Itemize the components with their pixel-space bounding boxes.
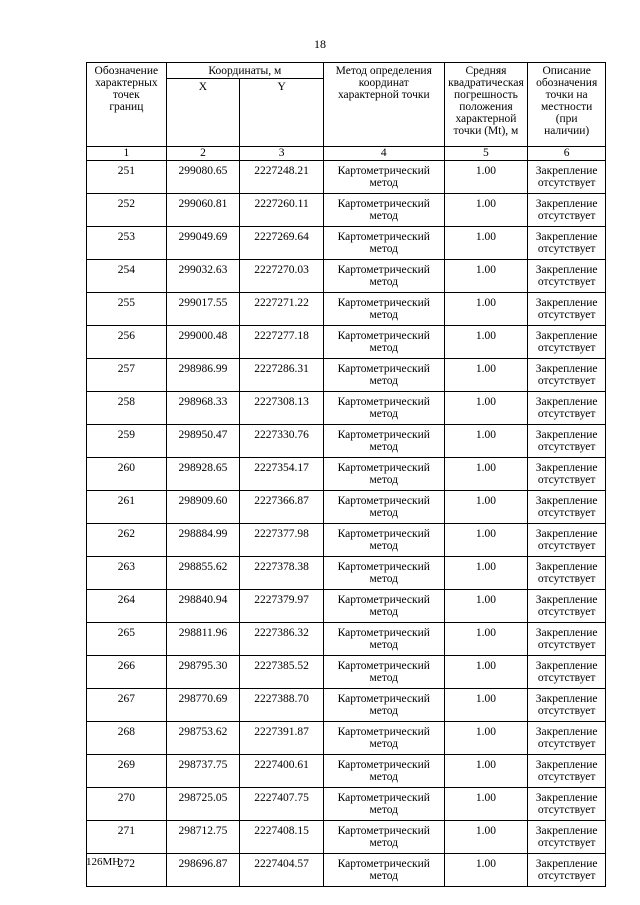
method-text: Картометрический <box>337 429 430 441</box>
method-text: метод <box>369 771 399 783</box>
method-text: метод <box>369 408 399 420</box>
header-line: квадратическая <box>448 77 524 89</box>
description-text: отсутствует <box>537 441 596 453</box>
method-text: метод <box>369 870 399 882</box>
description-text: Закрепление <box>535 561 598 573</box>
description-text: отсутствует <box>537 309 596 321</box>
mean-error-cell: 1.00 <box>444 161 528 194</box>
point-id-cell: 251 <box>87 161 167 194</box>
mean-error-cell: 1.00 <box>444 590 528 623</box>
method-text: метод <box>369 375 399 387</box>
description-text: Закрепление <box>535 231 598 243</box>
description-text: Закрепление <box>535 759 598 771</box>
method-cell <box>324 425 445 458</box>
method-text: Картометрический <box>337 825 430 837</box>
description-text: отсутствует <box>537 507 596 519</box>
point-id-cell: 259 <box>87 425 167 458</box>
description-text: Закрепление <box>535 462 598 474</box>
method-cell <box>324 788 445 821</box>
table-body <box>87 161 606 887</box>
description-cell <box>528 623 606 656</box>
header-line: местности <box>541 101 593 113</box>
table-row <box>87 524 606 557</box>
point-id-cell: 256 <box>87 326 167 359</box>
x-coordinate-cell: 298795.30 <box>166 656 240 689</box>
description-text: Закрепление <box>535 693 598 705</box>
mean-error-cell: 1.00 <box>444 326 528 359</box>
description-cell <box>528 260 606 293</box>
mean-error-cell: 1.00 <box>444 821 528 854</box>
description-text: отсутствует <box>537 771 596 783</box>
header-line: обозначения <box>536 77 598 89</box>
point-id-cell: 257 <box>87 359 167 392</box>
description-cell <box>528 590 606 623</box>
column-number: 2 <box>166 147 240 161</box>
description-text: отсутствует <box>537 738 596 750</box>
table-row <box>87 359 606 392</box>
method-cell <box>324 326 445 359</box>
method-cell <box>324 656 445 689</box>
description-text: Закрепление <box>535 495 598 507</box>
description-text: Закрепление <box>535 792 598 804</box>
table-row <box>87 392 606 425</box>
mean-error-cell: 1.00 <box>444 260 528 293</box>
description-text: Закрепление <box>535 594 598 606</box>
x-coordinate-cell: 298884.99 <box>166 524 240 557</box>
method-cell <box>324 359 445 392</box>
table-row <box>87 194 606 227</box>
description-cell <box>528 854 606 887</box>
description-text: Закрепление <box>535 660 598 672</box>
point-id-cell: 258 <box>87 392 167 425</box>
y-coordinate-cell: 2227404.57 <box>240 854 324 887</box>
y-coordinate-cell: 2227269.64 <box>240 227 324 260</box>
x-coordinate-cell: 298737.75 <box>166 755 240 788</box>
column-number: 4 <box>324 147 445 161</box>
method-cell <box>324 458 445 491</box>
description-text: отсутствует <box>537 408 596 420</box>
column-number: 6 <box>528 147 606 161</box>
description-text: Закрепление <box>535 858 598 870</box>
header-line: точки (Mt), м <box>453 125 519 137</box>
header-line: точек <box>112 89 140 101</box>
y-coordinate-cell: 2227408.15 <box>240 821 324 854</box>
y-coordinate-cell: 2227270.03 <box>240 260 324 293</box>
method-text: Картометрический <box>337 297 430 309</box>
x-coordinate-cell: 298855.62 <box>166 557 240 590</box>
header-line: характерных <box>95 77 158 89</box>
point-id-cell: 252 <box>87 194 167 227</box>
method-text: Картометрический <box>337 231 430 243</box>
method-text: Картометрический <box>337 792 430 804</box>
method-cell <box>324 623 445 656</box>
description-cell <box>528 293 606 326</box>
point-id-cell: 264 <box>87 590 167 623</box>
y-coordinate-cell: 2227286.31 <box>240 359 324 392</box>
method-cell <box>324 854 445 887</box>
point-id-cell: 270 <box>87 788 167 821</box>
y-coordinate-cell: 2227260.11 <box>240 194 324 227</box>
header-line: Описание <box>542 65 591 77</box>
mean-error-cell: 1.00 <box>444 689 528 722</box>
method-text: метод <box>369 243 399 255</box>
point-id-cell: 260 <box>87 458 167 491</box>
header-coordinates: Координаты, м <box>166 63 323 79</box>
mean-error-cell: 1.00 <box>444 491 528 524</box>
header-line: характерной <box>455 113 517 125</box>
method-text: метод <box>369 276 399 288</box>
method-text: Картометрический <box>337 561 430 573</box>
header-line: Обозначение <box>94 65 159 77</box>
y-coordinate-cell: 2227386.32 <box>240 623 324 656</box>
x-coordinate-cell: 298909.60 <box>166 491 240 524</box>
method-text: Картометрический <box>337 462 430 474</box>
point-id-cell: 272 <box>87 854 167 887</box>
x-coordinate-cell: 299032.63 <box>166 260 240 293</box>
method-text: метод <box>369 804 399 816</box>
description-cell <box>528 359 606 392</box>
method-cell <box>324 590 445 623</box>
header-line: Средняя <box>465 65 507 77</box>
table-row <box>87 722 606 755</box>
x-coordinate-cell: 298950.47 <box>166 425 240 458</box>
description-text: отсутствует <box>537 573 596 585</box>
x-coordinate-cell: 298811.96 <box>166 623 240 656</box>
mean-error-cell: 1.00 <box>444 788 528 821</box>
header-y: Y <box>240 79 324 147</box>
description-text: отсутствует <box>537 639 596 651</box>
description-text: отсутствует <box>537 342 596 354</box>
method-text: метод <box>369 474 399 486</box>
mean-error-cell: 1.00 <box>444 656 528 689</box>
description-cell <box>528 788 606 821</box>
method-text: Картометрический <box>337 627 430 639</box>
table-row <box>87 326 606 359</box>
description-text: отсутствует <box>537 276 596 288</box>
y-coordinate-cell: 2227377.98 <box>240 524 324 557</box>
method-text: Картометрический <box>337 660 430 672</box>
description-text: отсутствует <box>537 243 596 255</box>
table-row <box>87 491 606 524</box>
description-text: Закрепление <box>535 726 598 738</box>
y-coordinate-cell: 2227385.52 <box>240 656 324 689</box>
x-coordinate-cell: 298928.65 <box>166 458 240 491</box>
table-row <box>87 425 606 458</box>
header-description <box>528 63 606 147</box>
mean-error-cell: 1.00 <box>444 293 528 326</box>
table-row <box>87 656 606 689</box>
description-cell <box>528 161 606 194</box>
method-text: метод <box>369 309 399 321</box>
y-coordinate-cell: 2227366.87 <box>240 491 324 524</box>
x-coordinate-cell: 299049.69 <box>166 227 240 260</box>
description-cell <box>528 326 606 359</box>
header-x: X <box>166 79 240 147</box>
header-line: точки на <box>545 89 588 101</box>
description-text: Закрепление <box>535 528 598 540</box>
x-coordinate-cell: 298968.33 <box>166 392 240 425</box>
table-row <box>87 788 606 821</box>
description-text: отсутствует <box>537 804 596 816</box>
x-coordinate-cell: 299000.48 <box>166 326 240 359</box>
x-coordinate-cell: 299060.81 <box>166 194 240 227</box>
table-row <box>87 458 606 491</box>
table-row <box>87 623 606 656</box>
point-id-cell: 269 <box>87 755 167 788</box>
point-id-cell: 262 <box>87 524 167 557</box>
method-text: метод <box>369 705 399 717</box>
document-code: 126МН <box>86 856 121 868</box>
x-coordinate-cell: 298696.87 <box>166 854 240 887</box>
description-cell <box>528 821 606 854</box>
header-line: Метод определения <box>335 65 432 77</box>
description-text: отсутствует <box>537 672 596 684</box>
method-text: метод <box>369 540 399 552</box>
table-row <box>87 260 606 293</box>
mean-error-cell: 1.00 <box>444 722 528 755</box>
method-text: метод <box>369 210 399 222</box>
description-cell <box>528 755 606 788</box>
method-cell <box>324 161 445 194</box>
y-coordinate-cell: 2227248.21 <box>240 161 324 194</box>
description-cell <box>528 689 606 722</box>
y-coordinate-cell: 2227271.22 <box>240 293 324 326</box>
y-coordinate-cell: 2227388.70 <box>240 689 324 722</box>
mean-error-cell: 1.00 <box>444 392 528 425</box>
description-text: отсутствует <box>537 177 596 189</box>
description-text: Закрепление <box>535 627 598 639</box>
method-cell <box>324 293 445 326</box>
table-row <box>87 557 606 590</box>
y-coordinate-cell: 2227400.61 <box>240 755 324 788</box>
description-text: отсутствует <box>537 705 596 717</box>
method-text: метод <box>369 441 399 453</box>
method-cell <box>324 194 445 227</box>
description-cell <box>528 194 606 227</box>
description-cell <box>528 656 606 689</box>
point-id-cell: 254 <box>87 260 167 293</box>
table-row <box>87 689 606 722</box>
description-cell <box>528 557 606 590</box>
method-cell <box>324 722 445 755</box>
description-text: отсутствует <box>537 606 596 618</box>
description-text: Закрепление <box>535 297 598 309</box>
table-row <box>87 590 606 623</box>
point-id-cell: 253 <box>87 227 167 260</box>
column-number: 3 <box>240 147 324 161</box>
x-coordinate-cell: 298712.75 <box>166 821 240 854</box>
point-id-cell: 268 <box>87 722 167 755</box>
header-line: (при <box>555 113 578 125</box>
mean-error-cell: 1.00 <box>444 425 528 458</box>
method-cell <box>324 557 445 590</box>
description-text: Закрепление <box>535 363 598 375</box>
mean-error-cell: 1.00 <box>444 755 528 788</box>
description-cell <box>528 458 606 491</box>
method-text: метод <box>369 507 399 519</box>
method-text: Картометрический <box>337 528 430 540</box>
method-cell <box>324 227 445 260</box>
method-text: Картометрический <box>337 363 430 375</box>
method-cell <box>324 689 445 722</box>
header-line: характерной точки <box>337 89 430 101</box>
description-text: Закрепление <box>535 396 598 408</box>
point-id-cell: 261 <box>87 491 167 524</box>
y-coordinate-cell: 2227379.97 <box>240 590 324 623</box>
y-coordinate-cell: 2227407.75 <box>240 788 324 821</box>
mean-error-cell: 1.00 <box>444 854 528 887</box>
method-text: метод <box>369 672 399 684</box>
table-row <box>87 755 606 788</box>
point-id-cell: 271 <box>87 821 167 854</box>
x-coordinate-cell: 298770.69 <box>166 689 240 722</box>
description-text: отсутствует <box>537 210 596 222</box>
description-text: Закрепление <box>535 165 598 177</box>
header-point-designation <box>87 63 167 147</box>
description-cell <box>528 425 606 458</box>
method-text: Картометрический <box>337 330 430 342</box>
table-row <box>87 227 606 260</box>
point-id-cell: 265 <box>87 623 167 656</box>
method-text: метод <box>369 177 399 189</box>
header-line: положения <box>459 101 513 113</box>
y-coordinate-cell: 2227378.38 <box>240 557 324 590</box>
mean-error-cell: 1.00 <box>444 359 528 392</box>
method-text: метод <box>369 606 399 618</box>
mean-error-cell: 1.00 <box>444 524 528 557</box>
y-coordinate-cell: 2227308.13 <box>240 392 324 425</box>
method-text: метод <box>369 639 399 651</box>
method-text: Картометрический <box>337 726 430 738</box>
description-text: отсутствует <box>537 540 596 552</box>
method-text: метод <box>369 738 399 750</box>
mean-error-cell: 1.00 <box>444 227 528 260</box>
header-mean-error <box>444 63 528 147</box>
description-text: Закрепление <box>535 429 598 441</box>
method-text: Картометрический <box>337 858 430 870</box>
x-coordinate-cell: 298986.99 <box>166 359 240 392</box>
description-cell <box>528 722 606 755</box>
method-text: Картометрический <box>337 495 430 507</box>
coordinates-table <box>86 62 606 887</box>
column-number-row <box>87 147 606 161</box>
description-text: отсутствует <box>537 837 596 849</box>
table-row <box>87 161 606 194</box>
mean-error-cell: 1.00 <box>444 458 528 491</box>
description-text: отсутствует <box>537 870 596 882</box>
y-coordinate-cell: 2227330.76 <box>240 425 324 458</box>
mean-error-cell: 1.00 <box>444 557 528 590</box>
description-text: отсутствует <box>537 375 596 387</box>
header-line: наличии) <box>544 125 590 137</box>
x-coordinate-cell: 298725.05 <box>166 788 240 821</box>
y-coordinate-cell: 2227277.18 <box>240 326 324 359</box>
description-text: Закрепление <box>535 330 598 342</box>
method-text: Картометрический <box>337 264 430 276</box>
description-cell <box>528 227 606 260</box>
method-cell <box>324 821 445 854</box>
page-number: 18 <box>314 37 326 51</box>
point-id-cell: 255 <box>87 293 167 326</box>
method-cell <box>324 392 445 425</box>
description-cell <box>528 392 606 425</box>
method-text: Картометрический <box>337 759 430 771</box>
description-cell <box>528 524 606 557</box>
x-coordinate-cell: 299017.55 <box>166 293 240 326</box>
method-text: Картометрический <box>337 396 430 408</box>
description-cell <box>528 491 606 524</box>
table-row <box>87 293 606 326</box>
description-text: отсутствует <box>537 474 596 486</box>
y-coordinate-cell: 2227391.87 <box>240 722 324 755</box>
description-text: Закрепление <box>535 198 598 210</box>
header-line: погрешность <box>453 89 518 101</box>
method-text: метод <box>369 342 399 354</box>
point-id-cell: 267 <box>87 689 167 722</box>
header-method <box>324 63 445 147</box>
mean-error-cell: 1.00 <box>444 194 528 227</box>
mean-error-cell: 1.00 <box>444 623 528 656</box>
table-row <box>87 854 606 887</box>
x-coordinate-cell: 299080.65 <box>166 161 240 194</box>
method-cell <box>324 524 445 557</box>
header-line: границ <box>109 101 144 113</box>
x-coordinate-cell: 298753.62 <box>166 722 240 755</box>
y-coordinate-cell: 2227354.17 <box>240 458 324 491</box>
method-cell <box>324 260 445 293</box>
description-text: Закрепление <box>535 825 598 837</box>
description-text: Закрепление <box>535 264 598 276</box>
method-text: метод <box>369 573 399 585</box>
column-number: 1 <box>87 147 167 161</box>
method-text: Картометрический <box>337 693 430 705</box>
method-text: метод <box>369 837 399 849</box>
x-coordinate-cell: 298840.94 <box>166 590 240 623</box>
header-line: координат <box>358 77 409 89</box>
method-text: Картометрический <box>337 198 430 210</box>
method-cell <box>324 491 445 524</box>
column-number: 5 <box>444 147 528 161</box>
method-cell <box>324 755 445 788</box>
table-row <box>87 821 606 854</box>
point-id-cell: 263 <box>87 557 167 590</box>
method-text: Картометрический <box>337 165 430 177</box>
point-id-cell: 266 <box>87 656 167 689</box>
method-text: Картометрический <box>337 594 430 606</box>
